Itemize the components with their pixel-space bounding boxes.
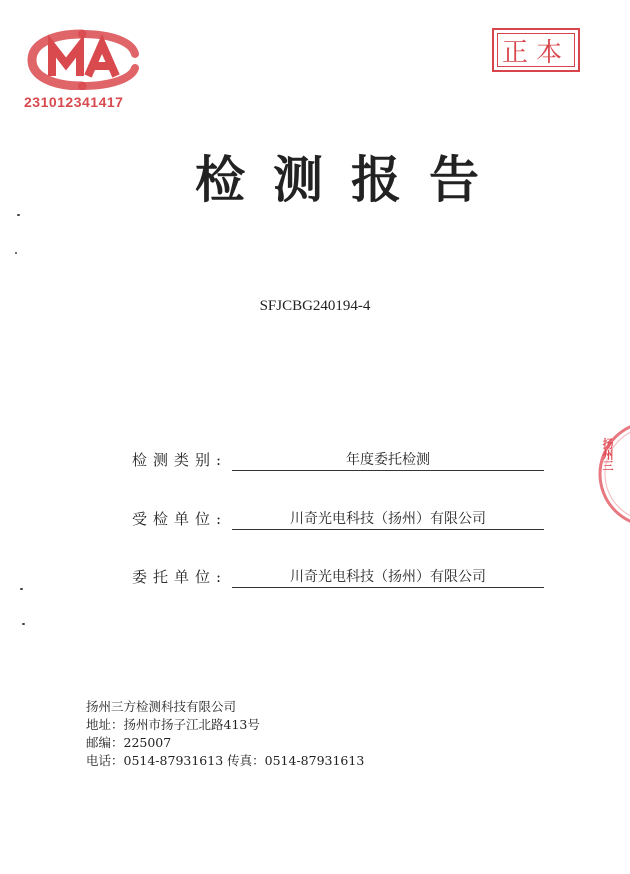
underline xyxy=(232,529,544,530)
field-label: 检测类别: xyxy=(132,451,228,469)
scan-speck xyxy=(22,623,25,625)
field-test-category xyxy=(132,449,544,473)
company-contact: 电话：0514-87931613 传真：0514-87931613 xyxy=(86,753,365,768)
field-client-unit xyxy=(132,566,544,590)
stamp-text: 正本 xyxy=(497,33,575,67)
company-address: 地址：扬州市扬子江北路413号 xyxy=(86,717,260,732)
field-value: 川奇光电科技（扬州）有限公司 xyxy=(290,569,486,585)
scan-speck xyxy=(20,588,23,590)
field-label: 受检单位: xyxy=(132,510,228,528)
company-postcode: 邮编：225007 xyxy=(86,735,172,750)
scan-speck xyxy=(15,252,17,254)
field-value: 年度委托检测 xyxy=(346,452,430,468)
underline xyxy=(232,470,544,471)
official-seal xyxy=(592,418,630,530)
cma-number: 231012341417 xyxy=(24,94,124,110)
original-copy-stamp xyxy=(492,28,580,72)
report-number: SFJCBG240194-4 xyxy=(259,298,371,314)
official-seal-icon xyxy=(592,418,630,530)
field-label: 委托单位: xyxy=(132,568,228,586)
scan-speck xyxy=(17,214,20,216)
field-value: 川奇光电科技（扬州）有限公司 xyxy=(290,511,486,527)
page-title: 检测报告 xyxy=(195,150,507,209)
seal-text: 扬州三 xyxy=(601,438,614,471)
field-inspected-unit xyxy=(132,508,544,532)
company-name: 扬州三方检测科技有限公司 xyxy=(86,699,237,714)
cma-logo xyxy=(22,28,147,118)
underline xyxy=(232,587,544,588)
company-info xyxy=(86,698,364,770)
cma-mark-icon xyxy=(22,28,142,90)
